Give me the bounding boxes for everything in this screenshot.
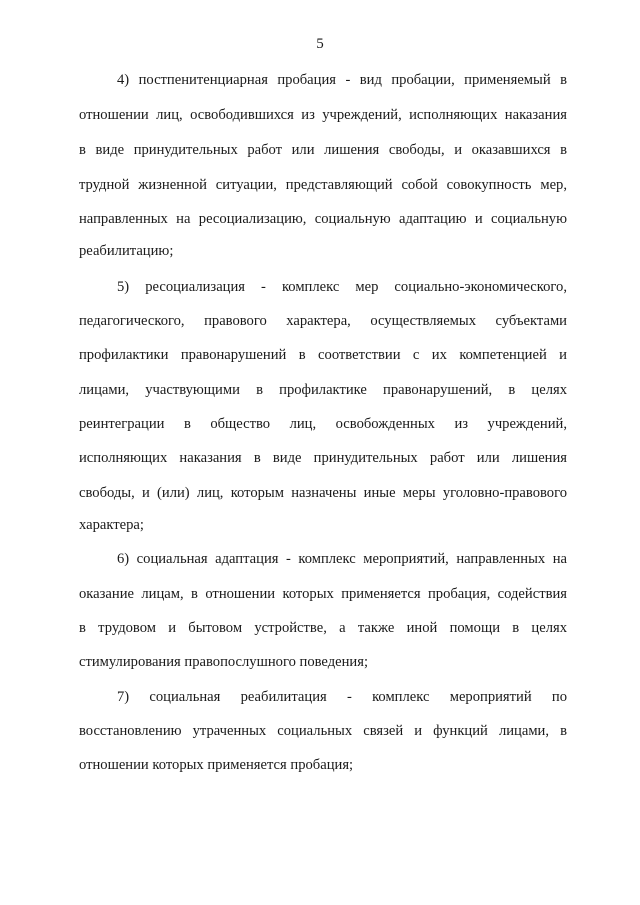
paragraph-5-line-1: 5) ресоциализация - комплекс мер социально-экономического, [117, 279, 567, 295]
paragraph-5-line-5: реинтеграции в общество лиц, освобожденных из учреждений, [79, 416, 567, 432]
paragraph-5-line-6: исполняющих наказания в виде принудительных работ или лишения [79, 450, 567, 466]
paragraph-7-line-1: 7) социальная реабилитация - комплекс мероприятий по [117, 689, 567, 705]
paragraph-6-line-2: оказание лицам, в отношении которых применяется пробация, содействия [79, 586, 567, 602]
paragraph-6-line-3: в трудовом и бытовом устройстве, а также иной помощи в целях [79, 620, 567, 636]
paragraph-6-line-1: 6) социальная адаптация - комплекс мероприятий, направленных на [117, 551, 567, 567]
paragraph-5-line-8: характера; [79, 517, 144, 533]
paragraph-4-line-3: в виде принудительных работ или лишения свободы, и оказавшихся в [79, 142, 567, 158]
paragraph-4-line-4: трудной жизненной ситуации, представляющий собой совокупность мер, [79, 177, 567, 193]
paragraph-4-line-1: 4) постпенитенциарная пробация - вид пробации, применяемый в [117, 72, 567, 88]
paragraph-5-line-4: лицами, участвующими в профилактике правонарушений, в целях [79, 382, 567, 398]
paragraph-7-line-3: отношении которых применяется пробация; [79, 757, 354, 773]
paragraph-4-line-2: отношении лиц, освободившихся из учреждений, исполняющих наказания [79, 107, 567, 123]
paragraph-4-line-6: реабилитацию; [79, 243, 174, 259]
paragraph-4-line-5: направленных на ресоциализацию, социальную адаптацию и социальную [79, 211, 567, 227]
paragraph-7-line-2: восстановлению утраченных социальных связей и функций лицами, в [79, 723, 567, 739]
paragraph-5-line-7: свободы, и (или) лиц, которым назначены иные меры уголовно-правового [79, 485, 567, 501]
paragraph-5-line-3: профилактики правонарушений в соответствии с их компетенцией и [79, 347, 567, 363]
paragraph-5-line-2: педагогического, правового характера, осуществляемых субъектами [79, 313, 567, 329]
page-number: 5 [316, 36, 324, 52]
paragraph-6-line-4: стимулирования правопослушного поведения; [79, 654, 368, 670]
